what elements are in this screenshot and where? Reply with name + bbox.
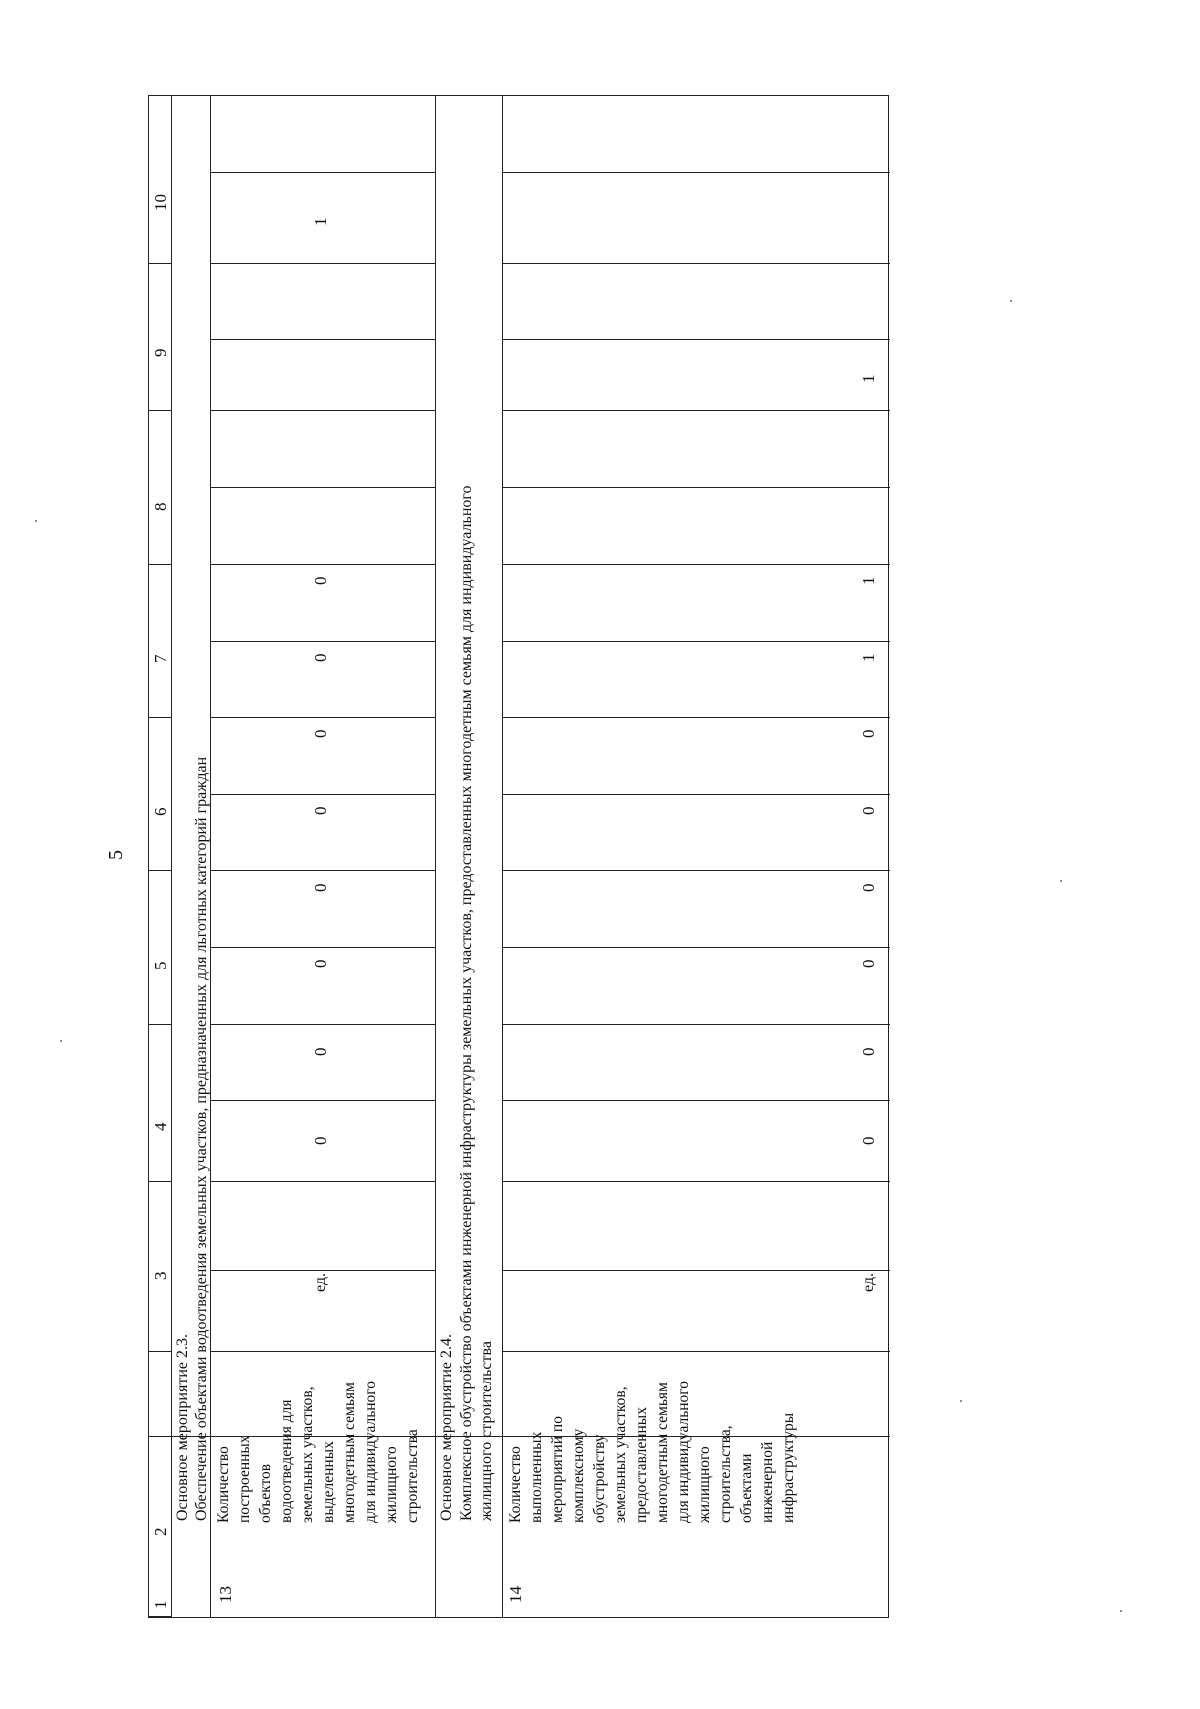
row-14-col4a: 0 — [859, 1136, 878, 1145]
cell-divider — [210, 717, 435, 718]
header-col-4: 4 — [151, 1122, 170, 1131]
text-line: водоотведения для — [278, 1399, 295, 1523]
cell-divider — [502, 1181, 890, 1182]
section-24-subtitle-cont: жилищного строительства — [478, 1341, 495, 1521]
row-13-unit: ед. — [312, 1272, 329, 1292]
cell-divider — [210, 1100, 435, 1101]
header-col-7: 7 — [151, 654, 170, 663]
row-14-col6a: 0 — [859, 806, 878, 815]
text-line: земельных участков, — [299, 1386, 316, 1523]
row-14-col4b: 0 — [859, 1047, 878, 1056]
cell-divider — [210, 172, 435, 173]
cell-divider — [502, 410, 890, 411]
text-line: для индивидуального — [362, 1380, 379, 1523]
scan-speck — [1060, 880, 1062, 882]
scan-speck — [1010, 300, 1012, 302]
text-line: жилищного — [696, 1446, 713, 1523]
cell-divider — [210, 794, 435, 795]
cell-divider — [502, 172, 890, 173]
text-line: строительства, — [717, 1425, 734, 1523]
section-23-title: Основное мероприятие 2.3. — [174, 1334, 191, 1521]
row-13-col5a: 0 — [311, 959, 330, 968]
text-line: выполненных — [528, 1431, 545, 1523]
section-24-subtitle: Комплексное обустройство объектами инженерной инфраструктуры земельных участков, предоставленных многодетным семьям для индивидуального — [458, 485, 475, 1521]
text-line: Количество — [215, 1446, 232, 1523]
row-13-col7a: 0 — [311, 653, 330, 662]
header-col-3: 3 — [151, 1271, 170, 1280]
cell-divider — [502, 717, 890, 718]
scan-speck — [960, 1400, 962, 1402]
cell-divider — [210, 487, 435, 488]
row-13-col4b: 0 — [311, 1047, 330, 1056]
row-14-col5b: 0 — [859, 883, 878, 892]
col-divider — [502, 96, 503, 1617]
cell-divider — [149, 1181, 171, 1182]
col-divider — [149, 1616, 171, 1617]
cell-divider — [502, 487, 890, 488]
row-13-col6a: 0 — [311, 806, 330, 815]
row-13-name — [213, 1313, 423, 1523]
header-col-9: 9 — [151, 348, 170, 357]
row-14-col6b: 0 — [859, 729, 878, 738]
cell-divider — [502, 564, 890, 565]
text-line: для индивидуального — [675, 1380, 692, 1523]
cell-divider — [210, 1270, 435, 1271]
scan-speck — [1120, 1610, 1122, 1612]
row-14-col7b: 1 — [859, 576, 878, 585]
row-13-col5b: 0 — [311, 883, 330, 892]
cell-divider — [502, 1024, 890, 1025]
cell-divider — [210, 947, 435, 948]
cell-divider — [502, 870, 890, 871]
text-line: многодетным семьям — [341, 1382, 358, 1523]
text-line: строительства — [404, 1429, 421, 1523]
row-13-number: 13 — [216, 1586, 235, 1603]
header-col-8: 8 — [151, 502, 170, 511]
text-line: построенных — [236, 1435, 253, 1523]
text-line: инфраструктуры — [780, 1412, 797, 1523]
text-line: предоставленных — [633, 1407, 650, 1523]
row-14-number: 14 — [506, 1586, 525, 1603]
cell-divider — [149, 410, 171, 411]
cell-divider — [502, 641, 890, 642]
cell-divider — [502, 947, 890, 948]
cell-divider — [502, 339, 890, 340]
scan-speck — [35, 520, 37, 522]
cell-divider — [149, 564, 171, 565]
row-13-col4a: 0 — [311, 1136, 330, 1145]
cell-divider — [502, 794, 890, 795]
row-13-col7b: 0 — [311, 576, 330, 585]
indicator-table — [148, 95, 889, 1618]
text-line: мероприятий по — [549, 1416, 566, 1523]
text-line: Количество — [507, 1446, 524, 1523]
text-line: инженерной — [759, 1441, 776, 1523]
row-14-name — [505, 1223, 799, 1523]
text-line: объектов — [257, 1463, 274, 1523]
cell-divider — [210, 1181, 435, 1182]
cell-divider — [210, 1024, 435, 1025]
cell-divider — [210, 870, 435, 871]
page-number: 5 — [105, 850, 127, 860]
text-line: объектами — [738, 1453, 755, 1523]
cell-divider — [149, 1351, 171, 1352]
cell-divider — [502, 263, 890, 264]
cell-divider — [210, 564, 435, 565]
header-col-10: 10 — [151, 194, 170, 211]
text-line: многодетным семьям — [654, 1382, 671, 1523]
section-23-subtitle: Обеспечение объектами водоотведения земельных участков, предназначенных для льготных категорий граждан — [193, 756, 210, 1521]
cell-divider — [210, 263, 435, 264]
cell-divider — [149, 717, 171, 718]
cell-divider — [149, 1024, 171, 1025]
row-14-col5a: 0 — [859, 959, 878, 968]
section-24-title: Основное мероприятие 2.4. — [438, 1334, 455, 1521]
row-14-col9: 1 — [859, 374, 878, 383]
text-line: комплексному — [570, 1428, 587, 1523]
text-line: обустройству — [591, 1434, 608, 1523]
cell-divider — [502, 1100, 890, 1101]
scan-speck — [60, 1040, 62, 1042]
header-col-5: 5 — [151, 961, 170, 970]
header-col-2: 2 — [151, 1527, 170, 1536]
cell-divider — [210, 339, 435, 340]
cell-divider — [210, 410, 435, 411]
text-line: земельных участков, — [612, 1386, 629, 1523]
row-13-col6b: 0 — [311, 729, 330, 738]
header-col-6: 6 — [151, 807, 170, 816]
cell-divider — [149, 263, 171, 264]
text-line: жилищного — [383, 1446, 400, 1523]
cell-divider — [210, 641, 435, 642]
cell-divider — [149, 870, 171, 871]
text-line: выделенных — [320, 1441, 337, 1523]
row-14-col7a: 1 — [859, 653, 878, 662]
header-col-1: 1 — [151, 1600, 170, 1609]
row-14-unit: ед. — [860, 1272, 877, 1292]
row-13-col10: 1 — [311, 217, 330, 226]
